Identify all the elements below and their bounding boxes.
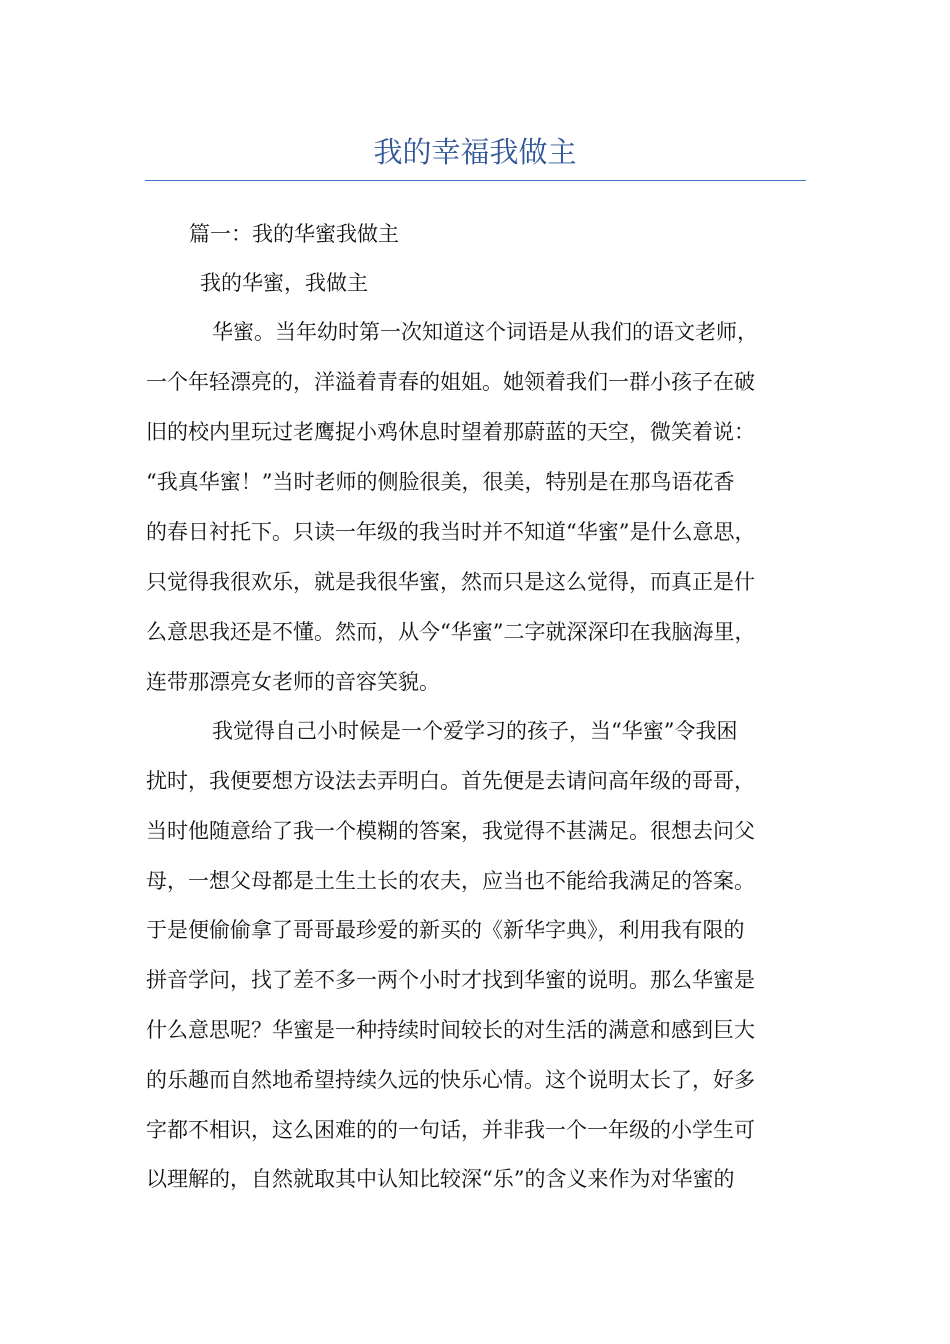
section-heading: 篇一：我的华蜜我做主 bbox=[189, 222, 399, 246]
paragraph-line: 当时他随意给了我一个模糊的答案，我觉得不甚满足。很想去问父 bbox=[146, 819, 755, 843]
subheading: 我的华蜜，我做主 bbox=[200, 271, 368, 295]
paragraph-line: 一个年轻漂亮的，洋溢着青春的姐姐。她领着我们一群小孩子在破 bbox=[146, 370, 755, 394]
paragraph-line: 以理解的，自然就取其中认知比较深“乐”的含义来作为对华蜜的 bbox=[146, 1167, 735, 1191]
title-underline bbox=[145, 180, 806, 181]
paragraph-line: 的春日衬托下。只读一年级的我当时并不知道“华蜜”是什么意思， bbox=[146, 520, 756, 544]
paragraph-line: 于是便偷偷拿了哥哥最珍爱的新买的《新华字典》，利用我有限的 bbox=[146, 918, 745, 942]
paragraph-line: 什么意思呢？华蜜是一种持续时间较长的对生活的满意和感到巨大 bbox=[146, 1018, 755, 1042]
paragraph-line: 字都不相识，这么困难的的一句话，并非我一个一年级的小学生可 bbox=[146, 1118, 755, 1142]
document-title: 我的幸福我做主 bbox=[373, 135, 577, 169]
paragraph-line: 连带那漂亮女老师的音容笑貌。 bbox=[146, 670, 440, 694]
paragraph-line: 只觉得我很欢乐，就是我很华蜜，然而只是这么觉得，而真正是什 bbox=[146, 570, 755, 594]
paragraph-line: 么意思我还是不懂。然而，从今“华蜜”二字就深深印在我脑海里， bbox=[146, 620, 756, 644]
paragraph-line: 扰时，我便要想方设法去弄明白。首先便是去请问高年级的哥哥， bbox=[146, 769, 755, 793]
paragraph-line: 我觉得自己小时候是一个爱学习的孩子，当“华蜜”令我困 bbox=[212, 719, 738, 743]
paragraph-line: 的乐趣而自然地希望持续久远的快乐心情。这个说明太长了，好多 bbox=[146, 1068, 755, 1092]
paragraph-line: 母，一想父母都是土生土长的农夫，应当也不能给我满足的答案。 bbox=[146, 869, 755, 893]
paragraph-line: 旧的校内里玩过老鹰捉小鸡休息时望着那蔚蓝的天空，微笑着说： bbox=[146, 420, 755, 444]
paragraph-line: “我真华蜜！”当时老师的侧脸很美，很美，特别是在那鸟语花香 bbox=[146, 470, 735, 494]
paragraph-line: 拼音学问，找了差不多一两个小时才找到华蜜的说明。那么华蜜是 bbox=[146, 968, 755, 992]
paragraph-line: 华蜜。当年幼时第一次知道这个词语是从我们的语文老师， bbox=[212, 320, 758, 344]
